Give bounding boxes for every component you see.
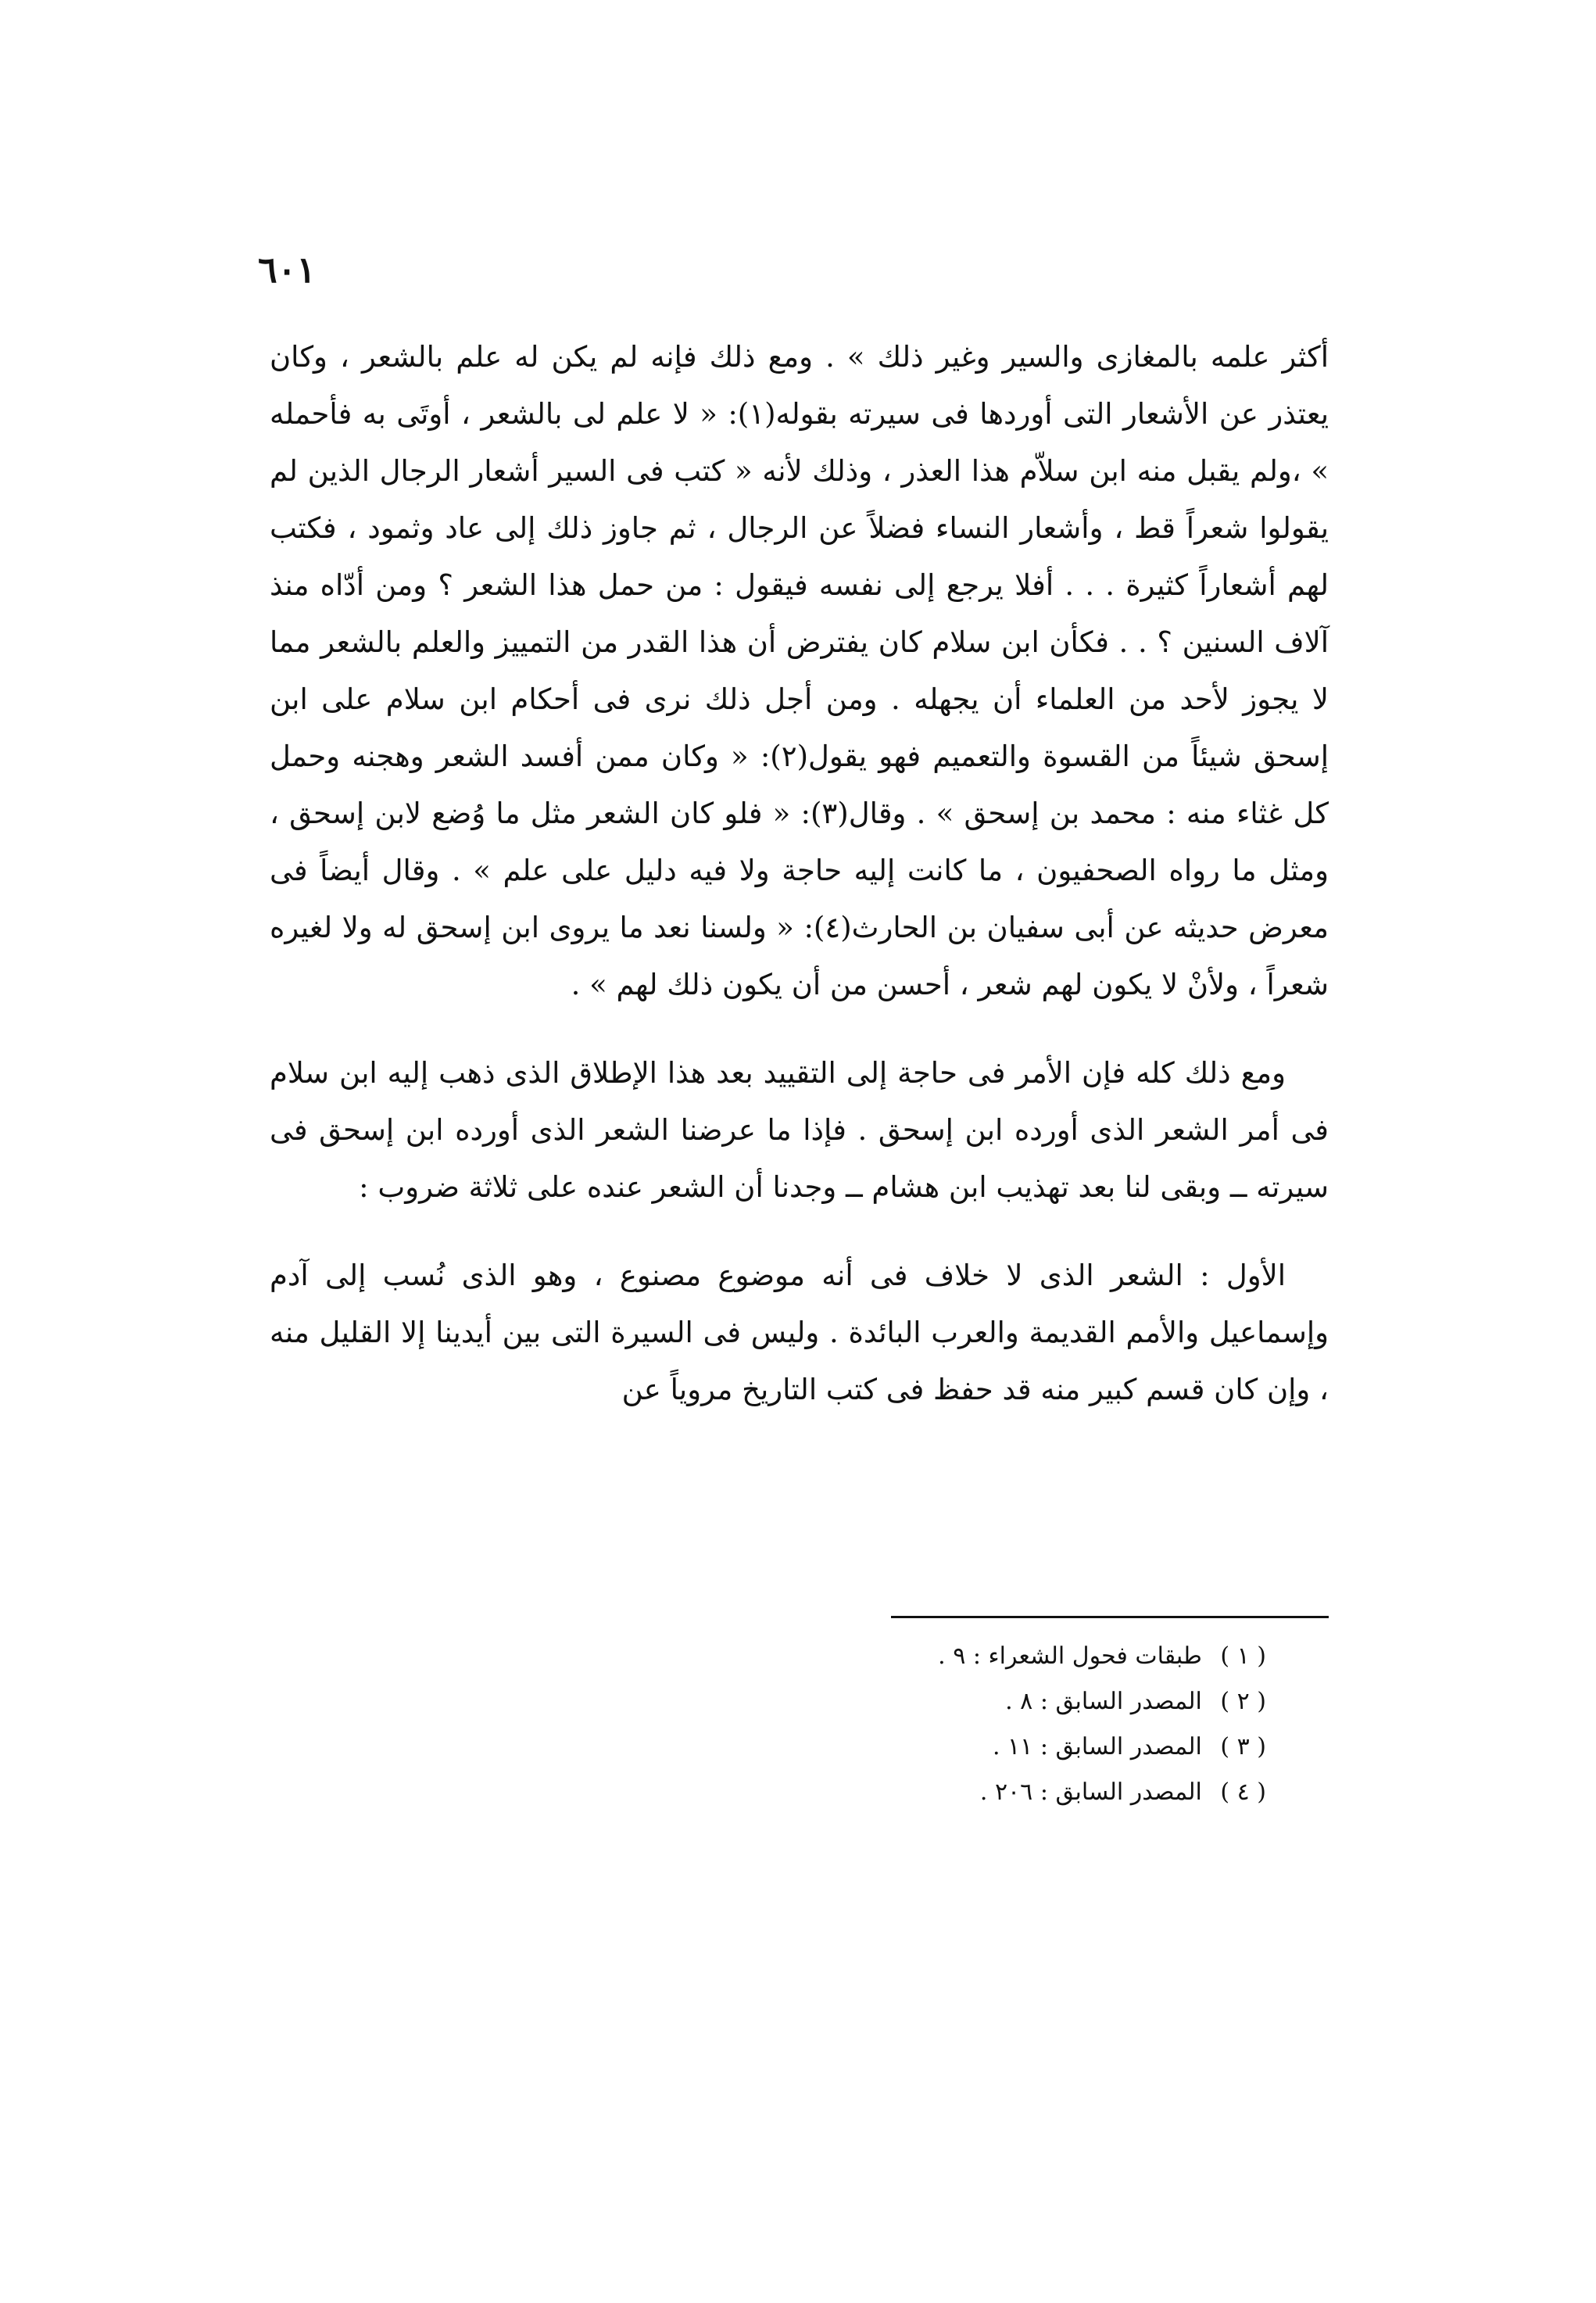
footnote-4	[703, 1770, 1266, 1815]
footnote-divider	[891, 1616, 1329, 1618]
footnote-3	[703, 1725, 1266, 1770]
footnote-number: ( ٤ )	[1220, 1778, 1266, 1806]
footnote-text: المصدر السابق : ٨ .	[1005, 1688, 1202, 1715]
footnote-number: ( ٣ )	[1220, 1733, 1266, 1760]
paragraph: الأول : الشعر الذى لا خلاف فى أنه موضوع مصنوع ، وهو الذى نُسب إلى آدم وإسماعيل والأمم القديمة والعرب البائدة . وليس فى السيرة التى بين أيدينا إلا القليل منه ، وإن كان قسم كبير منه قد حفظ فى كتب التاريخ مروياً عن	[270, 1259, 1329, 1406]
footnote-text: المصدر السابق : ١١ .	[992, 1733, 1202, 1760]
footnotes	[703, 1634, 1266, 1815]
page-number: ٦٠١	[258, 249, 317, 291]
footnote-1	[703, 1634, 1266, 1679]
paragraph: أكثر علمه بالمغازى والسير وغير ذلك » . ومع ذلك فإنه لم يكن له علم بالشعر ، وكان يعتذر عن الأشعار التى أوردها فى سيرته بقوله(١): « لا علم لى بالشعر ، أوتَى به فأحمله » ،ولم يقبل منه ابن سلاّم هذا العذر ، وذلك لأنه « كتب فى السير أشعار الرجال الذين لم يقولوا شعراً قط ، وأشعار النساء فضلاً عن الرجال ، ثم جاوز ذلك إلى عاد وثمود ، فكتب لهم أشعاراً كثيرة . . . أفلا يرجع إلى نفسه فيقول : من حمل هذا الشعر ؟ ومن أدّاه منذ آلاف السنين ؟ . . فكأن ابن سلام كان يفترض أن هذا القدر من التمييز والعلم بالشعر مما لا يجوز لأحد من العلماء أن يجهله . ومن أجل ذلك نرى فى أحكام ابن سلام على ابن إسحق شيئاً من القسوة والتعميم فهو يقول(٢): « وكان ممن أفسد الشعر وهجنه وحمل كل غثاء منه : محمد بن إسحق » . وقال(٣): « فلو كان الشعر مثل ما وُضع لابن إسحق ، ومثل ما رواه الصحفيون ، ما كانت إليه حاجة ولا فيه دليل على علم » . وقال أيضاً فى معرض حديثه عن أبى سفيان بن الحارث(٤): « ولسنا نعد ما يروى ابن إسحق له ولا لغيره شعراً ، ولأنْ لا يكون لهم شعر ، أحسن من أن يكون ذلك لهم » .	[270, 340, 1329, 1001]
footnote-text: المصدر السابق : ٢٠٦ .	[979, 1778, 1202, 1806]
paragraph: ومع ذلك كله فإن الأمر فى حاجة إلى التقييد بعد هذا الإطلاق الذى ذهب إليه ابن سلام فى أمر الشعر الذى أورده ابن إسحق . فإذا ما عرضنا الشعر الذى أورده ابن إسحق فى سيرته ــ وبقى لنا بعد تهذيب ابن هشام ــ وجدنا أن الشعر عنده على ثلاثة ضروب :	[270, 1056, 1329, 1204]
footnote-2	[703, 1679, 1266, 1725]
footnote-number: ( ٢ )	[1220, 1688, 1266, 1715]
footnote-number: ( ١ )	[1220, 1642, 1266, 1670]
body-text	[270, 328, 1329, 1418]
footnote-text: طبقات فحول الشعراء : ٩ .	[938, 1642, 1202, 1670]
